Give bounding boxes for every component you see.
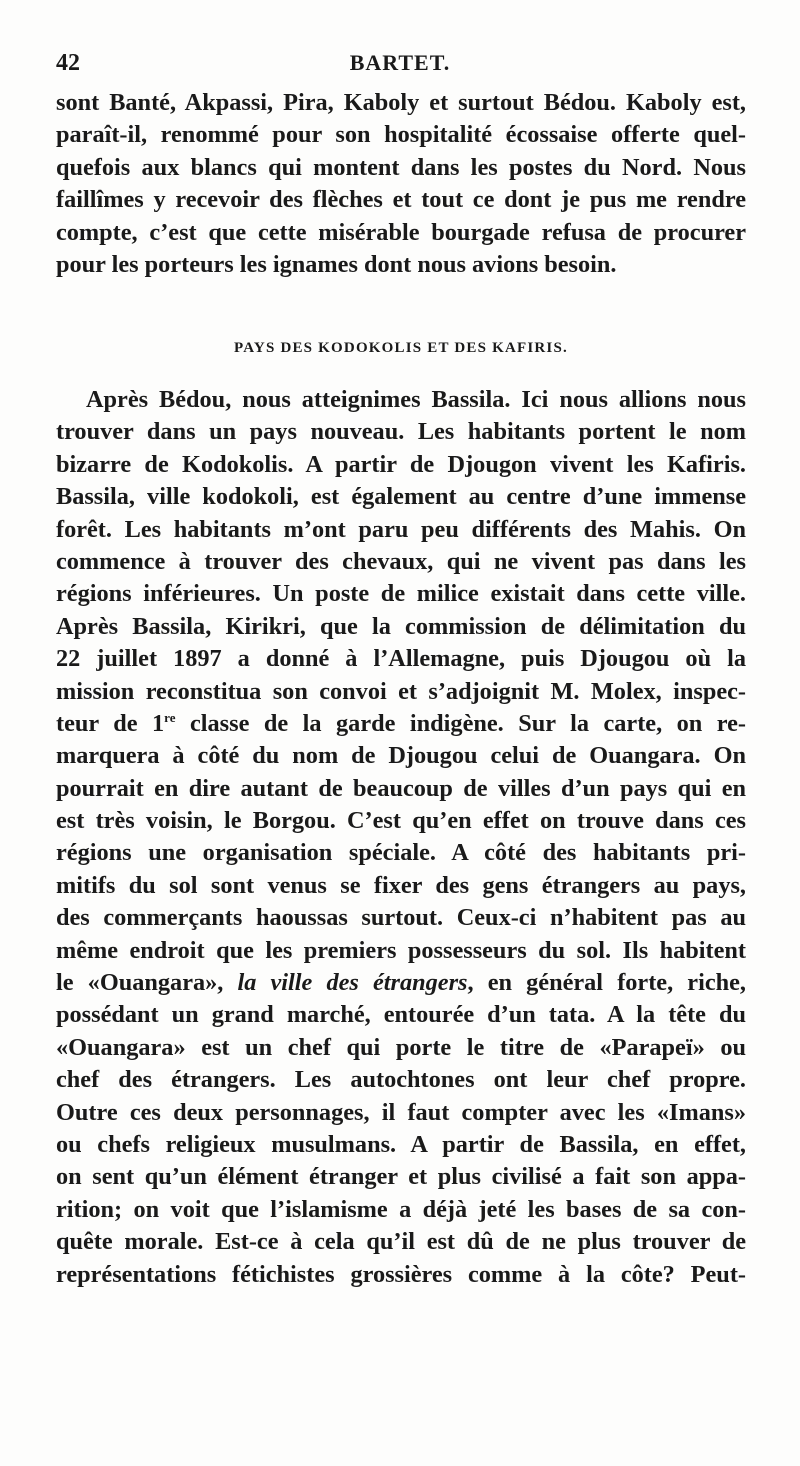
text-line: rition; on voit que l’islamisme a déjà jeté les bases de sa con- <box>56 1195 746 1223</box>
text-line: «Ouangara» est un chef qui porte le titre de «Parapeï» ou <box>56 1033 746 1061</box>
paragraph-2 <box>56 384 746 1291</box>
text-line: quefois aux blancs qui montent dans les postes du Nord. Nous <box>56 153 746 181</box>
text-fragment: classe de la garde indigène. Sur la carte, on re- <box>175 709 747 737</box>
text-line <box>56 708 746 740</box>
text-line: Bassila, ville kodokoli, est également au centre d’une immense <box>56 483 746 511</box>
text-line: marquera à côté du nom de Djougou celui de Ouangara. On <box>56 742 746 770</box>
text-line: Après Bédou, nous atteignimes Bassila. Ici nous allions nous <box>86 386 746 413</box>
text-line: des commerçants haoussas surtout. Ceux-ci n’habitent pas au <box>56 904 746 932</box>
text-fragment: le «Ouangara», <box>56 969 238 997</box>
text-line: Outre ces deux personnages, il faut compter avec les «Imans» <box>56 1098 746 1126</box>
text-line: paraît-il, renommé pour son hospitalité écossaise offerte quel- <box>56 121 746 149</box>
text-line: forêt. Les habitants m’ont paru peu différents des Mahis. On <box>56 515 746 543</box>
text-line: possédant un grand marché, entourée d’un tata. A la tête du <box>56 1001 746 1029</box>
text-line: est très voisin, le Borgou. C’est qu’en effet on trouve dans ces <box>56 807 746 835</box>
text-line: on sent qu’un élément étranger et plus civilisé a fait son appa- <box>56 1163 746 1191</box>
text-line: compte, c’est que cette misérable bourgade refusa de procurer <box>56 218 746 246</box>
text-line: mitifs du sol sont venus se fixer des gens étrangers au pays, <box>56 871 746 899</box>
text-line: même endroit que les premiers possesseurs du sol. Ils habitent <box>56 936 746 964</box>
text-line: chef des étrangers. Les autochtones ont leur chef propre. <box>56 1066 746 1094</box>
section-heading: PAYS DES KODOKOLIS ET DES KAFIRIS. <box>234 340 568 356</box>
text-line: trouver dans un pays nouveau. Les habitants portent le nom <box>56 418 746 446</box>
text-line: mission reconstitua son convoi et s’adjoignit M. Molex, inspec- <box>56 677 746 705</box>
superscript: re <box>164 709 176 725</box>
text-line: commence à trouver des chevaux, qui ne vivent pas dans les <box>56 547 746 575</box>
text-line: ou chefs religieux musulmans. A partir de Bassila, en effet, <box>56 1130 746 1158</box>
text-line: bizarre de Kodokolis. A partir de Djougon vivent les Kafiris. <box>56 450 746 478</box>
text-line: faillîmes y recevoir des flèches et tout ce dont je pus me rendre <box>56 186 746 214</box>
text-line: pourrait en dire autant de beaucoup de villes d’un pays qui en <box>56 774 746 802</box>
text-fragment: teur de 1 <box>56 709 165 737</box>
text-fragment: , en général forte, riche, <box>467 969 746 997</box>
text-line <box>56 967 746 999</box>
text-line: régions inférieures. Un poste de milice existait dans cette ville. <box>56 580 746 608</box>
paragraph-1 <box>56 87 746 281</box>
italic-phrase: la ville des étrangers <box>237 969 468 997</box>
text-line: représentations fétichistes grossières comme à la côte? Peut- <box>56 1260 746 1288</box>
text-line: 22 juillet 1897 a donné à l’Allemagne, puis Djougou où la <box>56 645 746 673</box>
text-line: quête morale. Est-ce à cela qu’il est dû de ne plus trouver de <box>56 1228 746 1256</box>
text-line: pour les porteurs les ignames dont nous avions besoin. <box>56 250 617 278</box>
page-header <box>56 50 744 80</box>
text-line: sont Banté, Akpassi, Pira, Kaboly et surtout Bédou. Kaboly est, <box>56 89 746 116</box>
text-line: régions une organisation spéciale. A côté des habitants pri- <box>56 839 746 867</box>
page-number: 42 <box>56 50 80 76</box>
running-head: BARTET. <box>349 50 451 75</box>
text-line: Après Bassila, Kirikri, que la commission de délimitation du <box>56 612 746 640</box>
